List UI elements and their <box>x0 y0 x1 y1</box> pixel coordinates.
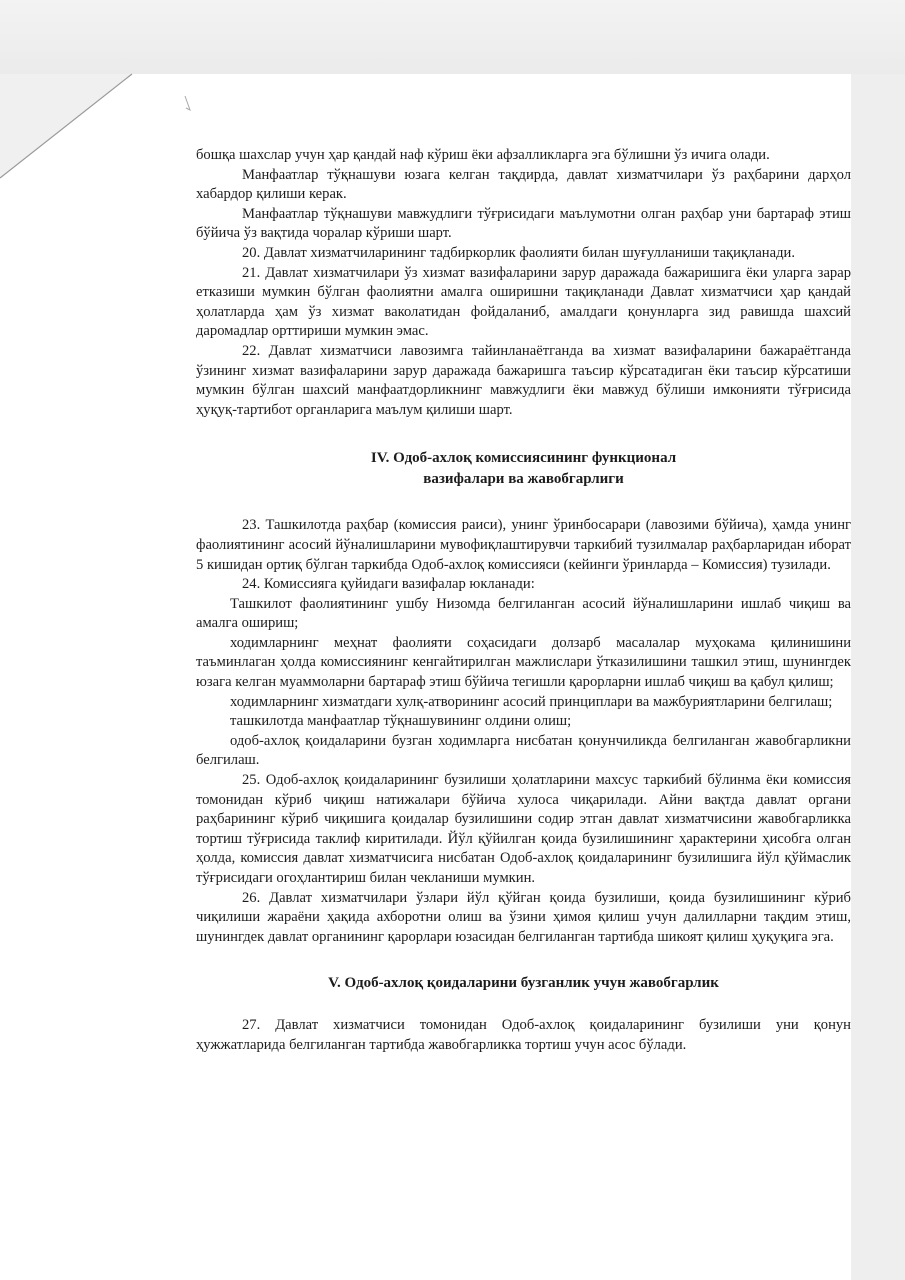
paragraph-conflict-resolve: Манфаатлар тўқнашуви мавжудлиги тўғрисидаги маълумотни олган раҳбар уни бартараф этиш бўйича ўз вақтида чоралар кўриши шарт. <box>196 205 851 242</box>
paragraph-20: 20. Давлат хизматчиларининг тадбиркорлик фаолияти билан шуғулланиши тақиқланади. <box>242 244 795 261</box>
paragraph-27: 27. Давлат хизматчиси томонидан Одоб-ахлоқ қоидаларининг бузилиши уни қонун ҳужжатларида белгиланган тартибда жавобгарликка тортиш учун асос бўлади. <box>196 1017 851 1053</box>
section-5-heading: V. Одоб-ахлоқ қоидаларини бузганлик учун жавобгарлик <box>328 975 719 992</box>
paragraph-24: 24. Комиссияга қуйидаги вазифалар юкланади: <box>242 576 535 593</box>
duty-item: одоб-ахлоқ қоидаларини бузган ходимларга нисбатан қонунчиликда белгиланган жавобгарликни белгилаш. <box>196 732 851 769</box>
section-4-heading <box>196 448 851 490</box>
paragraph-continuation: бошқа шахслар учун ҳар қандай наф кўриш ёки афзалликларга эга бўлишни ўз ичига олади. <box>196 147 770 163</box>
paragraph-21: 21. Давлат хизматчилари ўз хизмат вазифаларини зарур даражада бажаришига ёки уларга зарар етказиши мумкин бўлган фаолиятни амалга оширишни тақиқланади Давлат хизматчиси ҳар қандай ҳолатларда ҳам ўз хизмат ваколатидан фойдаланиб, амалдаги қонунларга зид равишда шахсий даромадлар орттириши мумкин эмас. <box>196 264 851 340</box>
paragraph-26: 26. Давлат хизматчилари ўзлари йўл қўйган қоида бузилиши, қоида бузилишининг кўриб чиқилиши жараёни ҳақида ахборотни олиш ва ўзини ҳимоя қилиш учун далилларни тақдим этиш, шунингдек давлат органининг қарорлари юзасидан белгиланган тартибда шикоят қилиш ҳуқуқига эга. <box>196 889 851 945</box>
paragraph-conflict-notify: Манфаатлар тўқнашуви юзага келган тақдирда, давлат хизматчилари ўз раҳбарини дарҳол хабардор қилиши керак. <box>196 166 851 203</box>
duty-item: ташкилотда манфаатлар тўқнашувининг олдини олиш; <box>230 713 572 730</box>
section-4-heading-line2: вазифалари ва жавобгарлиги <box>423 471 624 488</box>
document-page <box>196 146 851 1056</box>
paragraph-22: 22. Давлат хизматчиси лавозимга тайинланаётганда ва хизмат вазифаларини бажараётганда ўзининг хизмат вазифаларини зарур даражада бажаришга таъсир кўрсатадиган ёки таъсир кўрсатиши мумкин бўлган шахсий манфаатдорликнинг мавжудлиги ёки мавжуд бўлиши имконияти тўғрисида ҳуқуқ-тартибот органларига маълум қилиши шарт. <box>196 342 851 418</box>
duty-item: ходимларнинг хизматдаги хулқ-атворининг асосий принциплари ва мажбуриятларини белгилаш; <box>230 693 833 710</box>
paragraph-23: 23. Ташкилотда раҳбар (комиссия раиси), унинг ўринбосарари (лавозими бўйича), ҳамда унинг фаолиятининг асосий йўналишларини мувофиқлаштирувчи таркибий тузилмалар раҳбарларидан иборат 5 кишидан ортиқ бўлган таркибда Одоб-ахлоқ комиссияси (кейинги ўринларда – Комиссия) тузилади. <box>196 517 851 573</box>
scan-right-margin <box>851 74 905 1280</box>
duty-item: ходимларнинг меҳнат фаолияти соҳасидаги долзарб масалалар муҳокама қилинишини таъминлаган ҳолда комиссиянинг кенгайтирилган мажлислари ўтказилишини ташкил этиш, шунингдек юзага келган муаммоларни бартараф этиш бўйича тегишли қарорларни ишлаб чиқиш ва қабул қилиш; <box>196 634 851 691</box>
folded-corner-mark <box>0 60 200 190</box>
paragraph-25: 25. Одоб-ахлоқ қоидаларининг бузилиши ҳолатларини махсус таркибий бўлинма ёки комиссия томонидан кўриб чиқиш натижалари бўйича хулоса чиқарилади. Айни вақтда давлат органи раҳбарининг кўриб чиқишига қоидалар бузилишини содир этган давлат хизматчисини жавобгарликка тортиш тўғрисида таклиф киритилади. Йўл қўйилган қоида бузилишининг ҳарактерини ҳисобга олган ҳолда, комиссия давлат хизматчисига нисбатан Одоб-ахлоқ қоидаларининг бузилишига йўл қўймаслик тўғрисидаги огоҳлантириш билан чекланиши мумкин. <box>196 772 851 886</box>
section-4-heading-line1: IV. Одоб-ахлоқ комиссиясининг функционал <box>370 450 677 467</box>
duty-item: Ташкилот фаолиятининг ушбу Низомда белгиланган асосий йўналишларини ишлаб чиқиш ва амалга ошириш; <box>196 595 851 632</box>
